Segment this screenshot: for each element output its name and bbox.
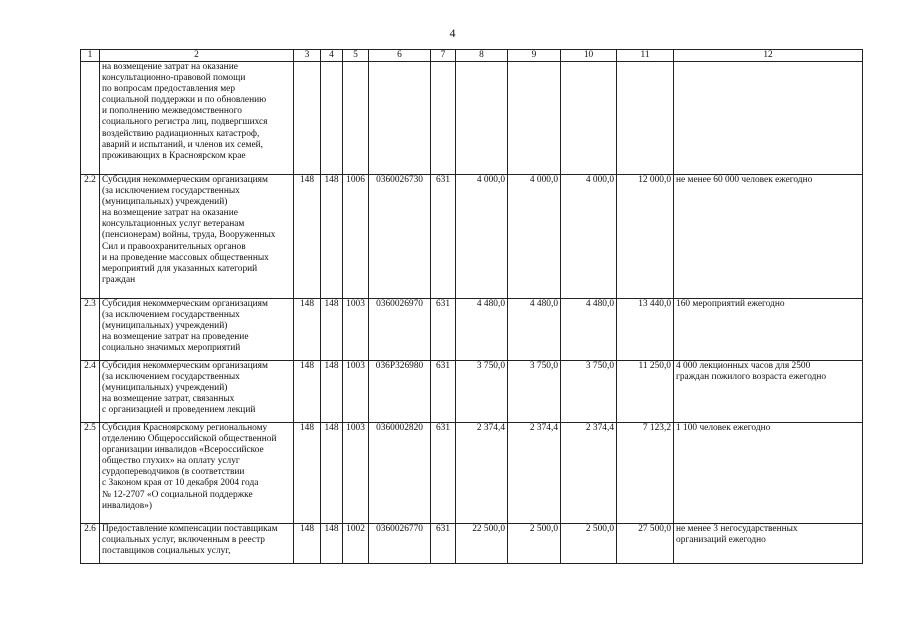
cell-col7: 631 (431, 299, 456, 361)
header-row (81, 50, 863, 62)
cell-col8: 4 480,0 (456, 299, 508, 361)
cell-col6 (369, 62, 431, 175)
row-number: 2.4 (81, 361, 100, 423)
cell-col8: 3 750,0 (456, 361, 508, 423)
cell-col5: 1003 (343, 423, 369, 524)
row-name: Субсидия некоммерческим организациям (за исключением государственных (муниципальных) учреждений) на возмещение затрат на проведение социально значимых мероприятий (100, 299, 294, 361)
cell-col6: 0360026730 (369, 175, 431, 299)
cell-col5: 1002 (343, 524, 369, 564)
cell-col9: 4 480,0 (508, 299, 561, 361)
column-header: 12 (674, 50, 863, 62)
cell-col10: 2 500,0 (561, 524, 617, 564)
cell-col11: 7 123,2 (617, 423, 674, 524)
cell-col11 (617, 62, 674, 175)
cell-col11: 13 440,0 (617, 299, 674, 361)
cell-col11: 12 000,0 (617, 175, 674, 299)
row-name: Субсидия некоммерческим организациям (за исключением государственных (муниципальных) учреждений) на возмещение затрат на оказание консультационных услуг ветеранам (пенсионерам) войны, труда, Вооруженных Сил и правоохранительных органов и на проведение массовых общественных мероприятий для указанных категорий граждан (100, 175, 294, 299)
column-header: 6 (369, 50, 431, 62)
cell-col8: 22 500,0 (456, 524, 508, 564)
cell-col5 (343, 62, 369, 175)
cell-col9: 2 374,4 (508, 423, 561, 524)
cell-col6: 0360026970 (369, 299, 431, 361)
cell-col4: 148 (321, 423, 343, 524)
cell-col5: 1006 (343, 175, 369, 299)
cell-col4 (321, 62, 343, 175)
cell-col11: 11 250,0 (617, 361, 674, 423)
column-header: 5 (343, 50, 369, 62)
column-header: 3 (294, 50, 321, 62)
cell-col10: 3 750,0 (561, 361, 617, 423)
cell-col4: 148 (321, 175, 343, 299)
table-row (81, 175, 863, 299)
table-row (81, 524, 863, 564)
column-header: 11 (617, 50, 674, 62)
cell-col12: 1 100 человек ежегодно (674, 423, 863, 524)
column-header: 10 (561, 50, 617, 62)
cell-col6: 0360026770 (369, 524, 431, 564)
program-table (80, 49, 863, 564)
cell-col12: не менее 60 000 человек ежегодно (674, 175, 863, 299)
cell-col7 (431, 62, 456, 175)
cell-col6: 0360002820 (369, 423, 431, 524)
cell-col12: 160 мероприятий ежегодно (674, 299, 863, 361)
column-header: 9 (508, 50, 561, 62)
row-number: 2.6 (81, 524, 100, 564)
column-header: 2 (100, 50, 294, 62)
cell-col4: 148 (321, 361, 343, 423)
cell-col7: 631 (431, 524, 456, 564)
cell-col5: 1003 (343, 361, 369, 423)
row-number: 2.5 (81, 423, 100, 524)
cell-col3 (294, 62, 321, 175)
cell-col3: 148 (294, 524, 321, 564)
cell-col5: 1003 (343, 299, 369, 361)
table-row (81, 62, 863, 175)
cell-col12: не менее 3 негосударственных организаций ежегодно (674, 524, 863, 564)
row-number: 2.3 (81, 299, 100, 361)
row-name: на возмещение затрат на оказание консультационно-правовой помощи по вопросам предоставления мер социальной поддержки и по обновлению и пополнению межведомственного социального регистра лиц, подвергшихся воздействию радиационных катастроф, аварий и испытаний, и членов их семей, проживающих в Красноярском крае (100, 62, 294, 175)
cell-col11: 27 500,0 (617, 524, 674, 564)
table-row (81, 361, 863, 423)
cell-col3: 148 (294, 175, 321, 299)
page-number: 4 (449, 26, 456, 40)
cell-col7: 631 (431, 423, 456, 524)
cell-col3: 148 (294, 299, 321, 361)
column-header: 7 (431, 50, 456, 62)
cell-col10: 2 374,4 (561, 423, 617, 524)
cell-col10: 4 000,0 (561, 175, 617, 299)
cell-col9 (508, 62, 561, 175)
cell-col7: 631 (431, 361, 456, 423)
cell-col9: 3 750,0 (508, 361, 561, 423)
cell-col8: 4 000,0 (456, 175, 508, 299)
cell-col9: 2 500,0 (508, 524, 561, 564)
column-header: 1 (81, 50, 100, 62)
cell-col12: 4 000 лекционных часов для 2500 граждан пожилого возраста ежегодно (674, 361, 863, 423)
cell-col6: 036P326980 (369, 361, 431, 423)
cell-col8: 2 374,4 (456, 423, 508, 524)
row-name: Субсидия Красноярскому региональному отделению Общероссийской общественной организации инвалидов «Всероссийское общество глухих» на оплату услуг сурдопереводчиков (в соответствии с Законом края от 10 декабря 2004 года № 12-2707 «О социальной поддержке инвалидов») (100, 423, 294, 524)
cell-col8 (456, 62, 508, 175)
cell-col4: 148 (321, 299, 343, 361)
cell-col7: 631 (431, 175, 456, 299)
cell-col10: 4 480,0 (561, 299, 617, 361)
table-row (81, 299, 863, 361)
cell-col12 (674, 62, 863, 175)
cell-col10 (561, 62, 617, 175)
row-number (81, 62, 100, 175)
cell-col3: 148 (294, 423, 321, 524)
row-name: Субсидия некоммерческим организациям (за исключением государственных (муниципальных) учреждений) на возмещение затрат, связанных с организацией и проведением лекций (100, 361, 294, 423)
cell-col3: 148 (294, 361, 321, 423)
row-name: Предоставление компенсации поставщикам социальных услуг, включенным в реестр поставщиков социальных услуг, (100, 524, 294, 564)
column-header: 8 (456, 50, 508, 62)
cell-col9: 4 000,0 (508, 175, 561, 299)
row-number: 2.2 (81, 175, 100, 299)
cell-col4: 148 (321, 524, 343, 564)
column-header: 4 (321, 50, 343, 62)
table-row (81, 423, 863, 524)
